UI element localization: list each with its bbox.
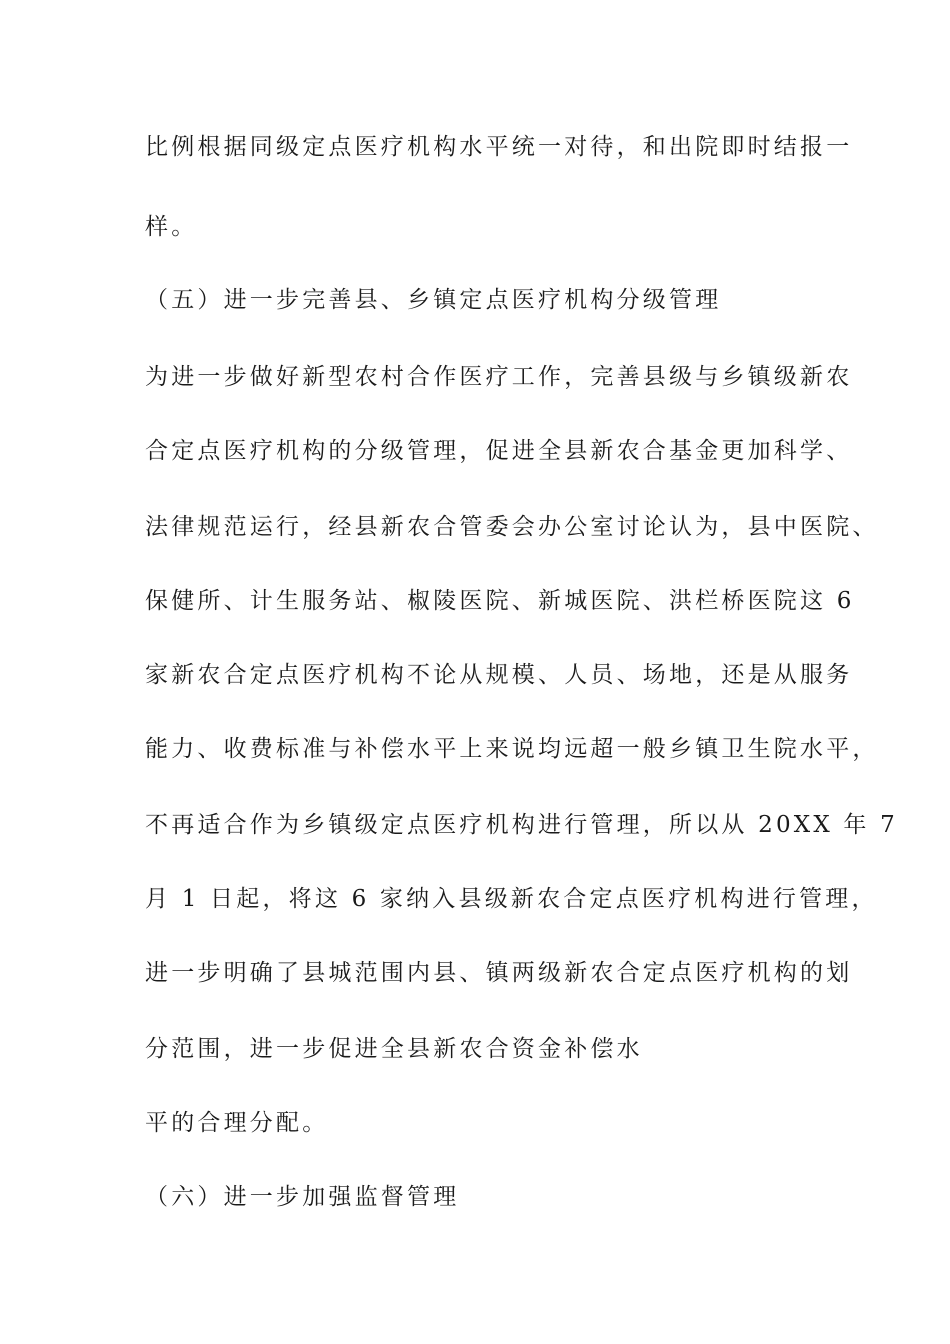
paragraph-line: 进一步明确了县城范围内县、镇两级新农合定点医疗机构的划: [145, 960, 853, 986]
paragraph-line: 样。: [145, 214, 198, 240]
paragraph-line: 为进一步做好新型农村合作医疗工作，完善县级与乡镇级新农: [145, 364, 853, 390]
paragraph-line: 平的合理分配。: [145, 1110, 329, 1136]
section-heading-6: （六）进一步加强监督管理: [145, 1184, 460, 1210]
paragraph-line: 不再适合作为乡镇级定点医疗机构进行管理，所以从 20XX 年 7: [145, 812, 898, 838]
paragraph-line: 月 1 日起，将这 6 家纳入县级新农合定点医疗机构进行管理，: [145, 886, 878, 912]
paragraph-line: 家新农合定点医疗机构不论从规模、人员、场地，还是从服务: [145, 662, 853, 688]
paragraph-line: 法律规范运行，经县新农合管委会办公室讨论认为，县中医院、: [145, 514, 879, 540]
paragraph-line: 能力、收费标准与补偿水平上来说均远超一般乡镇卫生院水平，: [145, 736, 879, 762]
paragraph-line: 保健所、计生服务站、椒陵医院、新城医院、洪栏桥医院这 6: [145, 588, 855, 614]
paragraph-line: 分范围，进一步促进全县新农合资金补偿水: [145, 1036, 643, 1062]
section-heading-5: （五）进一步完善县、乡镇定点医疗机构分级管理: [145, 287, 722, 313]
paragraph-line: 比例根据同级定点医疗机构水平统一对待，和出院即时结报一: [145, 134, 853, 160]
paragraph-line: 合定点医疗机构的分级管理，促进全县新农合基金更加科学、: [145, 438, 853, 464]
